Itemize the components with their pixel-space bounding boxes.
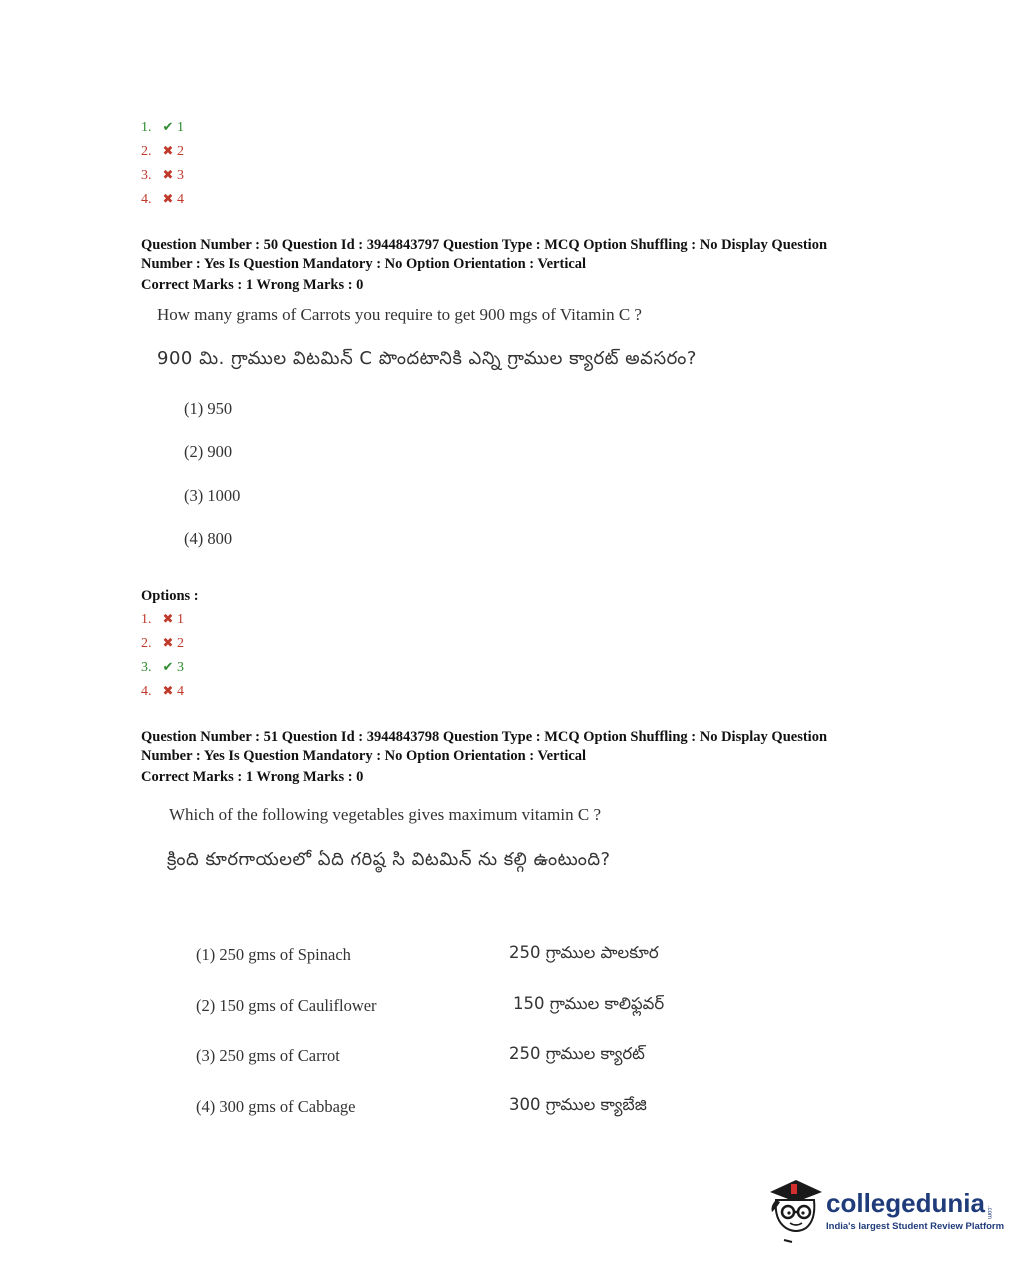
q50-options-list (141, 608, 184, 704)
q51-question-telugu: క్రింది కూరగాయలలో ఏది గరిష్ఠ సి విటమిన్ ను కల్గి ఉంటుంది? (167, 849, 611, 870)
q50-metadata: Question Number : 50 Question Id : 3944843797 Question Type : MCQ Option Shuffling : No Display Question Number : Yes Is Question Mandatory : No Option Orientation : Vertical Correct Marks : 1 Wrong Marks : 0 (141, 237, 828, 293)
check-icon: ✔ (162, 120, 174, 135)
mascot-icon (766, 1176, 824, 1244)
q51-question-english: Which of the following vegetables gives maximum vitamin C ? (169, 805, 601, 824)
logo-wordmark: collegedunia (826, 1188, 985, 1218)
q51-choice-3-telugu: 250 గ్రాముల క్యారట్ (509, 1044, 645, 1063)
q50-question-english: How many grams of Carrots you require to get 900 mgs of Vitamin C ? (157, 305, 642, 324)
q51-metadata: Question Number : 51 Question Id : 3944843798 Question Type : MCQ Option Shuffling : No Display Question Number : Yes Is Question Mandatory : No Option Orientation : Vertical Correct Marks : 1 Wrong Marks : 0 (141, 729, 828, 785)
cross-icon: ✖ (162, 612, 174, 627)
check-icon: ✔ (162, 660, 174, 675)
q50-option-4: 4. ✖ 4 (141, 680, 184, 704)
q51-choice-4-telugu: 300 గ్రాముల క్యాబేజి (509, 1095, 647, 1114)
cross-icon: ✖ (162, 192, 174, 207)
q50-choice-3: (3) 1000 (184, 486, 241, 505)
prev-options-list (141, 116, 184, 212)
q51-choice-2-telugu: 150 గ్రాముల కాలిఫ్లవర్ (513, 994, 665, 1013)
q50-choice-2: (2) 900 (184, 442, 233, 461)
q50-question-telugu: 900 మి. గ్రాముల విటమిన్ C పొందటానికి ఎన్ని గ్రాముల క్యారట్ అవసరం? (157, 348, 697, 369)
q51-choice-1-telugu: 250 గ్రాముల పాలకూర (509, 943, 659, 962)
q51-choice-1-english: (1) 250 gms of Spinach (196, 945, 351, 964)
q50-choice-1: (1) 950 (184, 399, 233, 418)
prev-option-2: 2. ✖ 2 (141, 140, 184, 164)
q51-choice-3-english: (3) 250 gms of Carrot (196, 1046, 340, 1065)
prev-option-4: 4. ✖ 4 (141, 188, 184, 212)
cross-icon: ✖ (162, 144, 174, 159)
q51-choice-2-english: (2) 150 gms of Cauliflower (196, 996, 377, 1015)
prev-option-1: 1. ✔ 1 (141, 116, 184, 140)
q50-option-2: 2. ✖ 2 (141, 632, 184, 656)
logo-domain: .com (985, 1205, 992, 1219)
q50-options-label: Options : (141, 588, 199, 604)
cross-icon: ✖ (162, 636, 174, 651)
cross-icon: ✖ (162, 168, 174, 183)
cross-icon: ✖ (162, 684, 174, 699)
q50-option-3: 3. ✔ 3 (141, 656, 184, 680)
prev-option-3: 3. ✖ 3 (141, 164, 184, 188)
collegedunia-logo (766, 1176, 1004, 1244)
q50-option-1: 1. ✖ 1 (141, 608, 184, 632)
q51-choice-4-english: (4) 300 gms of Cabbage (196, 1097, 356, 1116)
q50-choice-4: (4) 800 (184, 529, 233, 548)
logo-tagline: India's largest Student Review Platform (826, 1221, 1005, 1232)
